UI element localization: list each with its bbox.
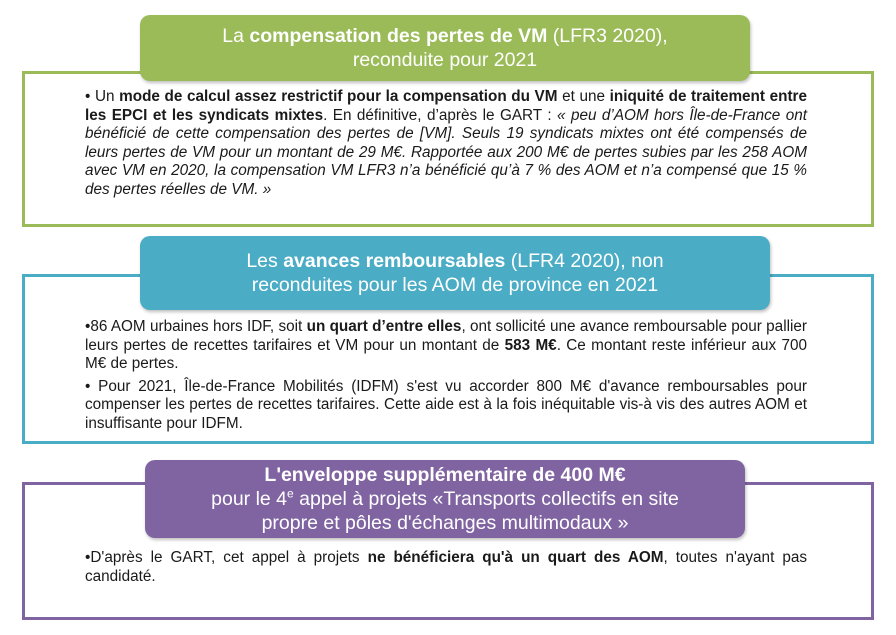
header-bold-text: avances remboursables xyxy=(283,250,506,272)
text-run: , toutes n'ayant pas candidaté. xyxy=(85,549,807,585)
section-3-body xyxy=(85,549,807,586)
section-1-bullet xyxy=(85,88,807,199)
section-2-header-line2: reconduites pour les AOM de province en 2021 xyxy=(251,274,659,296)
text-run: • Un xyxy=(85,88,120,105)
bold-run: iniquité de traitement entre les EPCI et les syndicats mixtes xyxy=(85,88,808,124)
section-2-bullet-2: • Pour 2021, Île-de-France Mobilités (IDFM) s'est vu accorder 800 M€ d'avance remboursables pour compenser les pertes de recettes tarifaires. Cette aide est à la fois inéquitable vis-à vis des autres AOM et insuffisante pour IDFM. xyxy=(85,377,807,432)
text-run: . Ce montant reste inférieur aux 700 M€ de pertes. xyxy=(85,336,808,372)
bold-run: un quart d’entre elles xyxy=(306,318,462,335)
section-3-header-line2 xyxy=(211,487,679,511)
bold-run: 583 M€ xyxy=(504,336,557,354)
section-3-header xyxy=(145,460,745,538)
header-bold-text: compensation des pertes de VM xyxy=(249,25,548,47)
header-bold-text: L'enveloppe supplémentaire de 400 M€ xyxy=(264,464,626,486)
section-3-header-line1 xyxy=(264,463,625,487)
text-run: . En définitive, d’après le GART : xyxy=(323,106,558,124)
section-3-bullet xyxy=(85,549,807,586)
header-text: appel à projets «Transports collectifs en site xyxy=(293,488,679,510)
bold-run: ne bénéficiera qu'à un quart des AOM xyxy=(367,549,664,566)
header-text: La xyxy=(222,25,250,47)
text-run: •D'après le GART, cet appel à projets xyxy=(85,549,368,566)
header-text: (LFR4 2020), non xyxy=(505,250,664,272)
section-2-header xyxy=(140,236,770,310)
quote-run: « peu d’AOM hors Île-de-France ont bénéficié de cette compensation des pertes de [VM]. Seuls 19 syndicats mixtes ont été compensés de leurs pertes de VM pour un montant de 29 M€. Rapportée aux 200 M€ de pertes subies par les 258 AOM avec VM en 2020, la compensation VM LFR3 n’a bénéficié qu’à 7 % des AOM et n’a compensé que 15 % des pertes réelles de VM. » xyxy=(85,106,807,198)
section-1-header-line2: reconduite pour 2021 xyxy=(352,49,538,71)
text-run: , ont sollicité une avance remboursable pour pallier leurs pertes de recettes tarifaires et VM pour un montant de xyxy=(85,318,807,354)
section-1-body xyxy=(85,88,807,199)
section-1-header-line1 xyxy=(222,24,667,48)
section-2-body xyxy=(85,318,807,433)
section-2-header-line1 xyxy=(246,249,663,273)
superscript: e xyxy=(287,486,294,501)
section-1-header xyxy=(140,15,750,81)
header-text: (LFR3 2020), xyxy=(547,25,668,47)
text-run: •86 AOM urbaines hors IDF, soit xyxy=(85,318,307,335)
section-3-header-line3: propre et pôles d'échanges multimodaux » xyxy=(261,512,629,534)
header-text: pour le 4 xyxy=(211,488,288,510)
text-run: et une xyxy=(557,88,610,105)
header-text: Les xyxy=(246,250,284,272)
section-2-bullet-1 xyxy=(85,318,807,374)
bold-run: mode de calcul assez restrictif pour la compensation du VM xyxy=(119,88,558,105)
